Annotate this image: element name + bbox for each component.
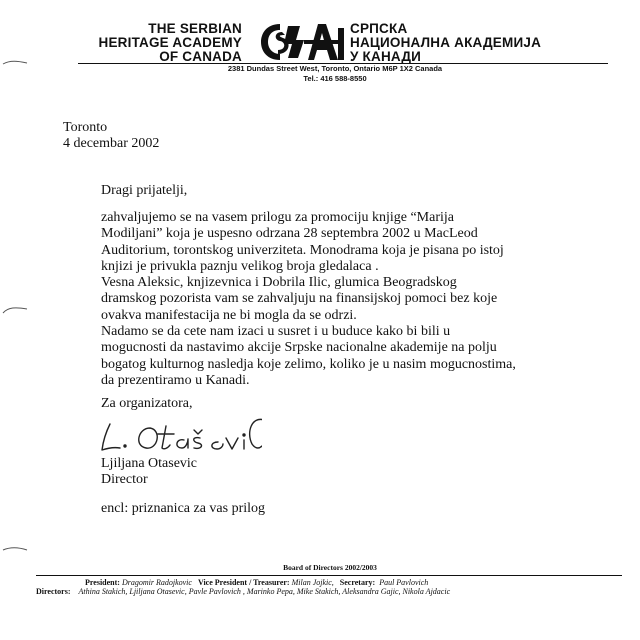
body-line: Auditorium, torontskog univerziteta. Monodrama koja je pisana po istoj	[101, 242, 504, 258]
letterhead-name-cyrillic	[350, 22, 610, 64]
letter-greeting: Dragi prijatelji,	[101, 183, 188, 198]
president-name: Dragomir Radojkovic	[121, 578, 192, 587]
footer-divider	[36, 575, 622, 576]
vp-label: Vice President / Treasurer:	[197, 578, 290, 587]
body-line: Modiljani” koja je uspesno odrzana 28 septembra 2002 u MacLeod	[101, 226, 478, 242]
letterhead-address-block	[0, 64, 640, 84]
letterhead-address: 2381 Dundas Street West, Toronto, Ontario M6P 1X2 Canada	[227, 64, 443, 73]
signer-name: Ljiljana Otasevic	[101, 456, 198, 471]
letterhead-cy-line: НАЦИОНАЛНА АКАДЕМИЈА	[350, 35, 542, 50]
letterhead-name-english	[70, 22, 242, 64]
body-line: Vesna Aleksic, knjizevnica i Dobrila Ilic, glumica Beogradskog	[101, 275, 457, 291]
body-line: mogucnosti da nastavimo akcije Srpske nacionalne akademije na polju	[101, 340, 497, 356]
letterhead-en-line: OF CANADA	[159, 49, 242, 64]
body-line: knjizi je privukla paznju velikog broja gledalaca .	[101, 258, 379, 274]
letter-date: 4 decembar 2002	[63, 136, 160, 151]
letterhead-en-line: THE SERBIAN	[148, 21, 242, 36]
scan-mark	[2, 304, 28, 316]
secretary-label: Secretary:	[339, 578, 376, 587]
letterhead-en-line: HERITAGE ACADEMY	[98, 35, 242, 50]
academy-logo	[258, 20, 348, 64]
body-line: bogatog kulturnog nasledja koje zelimo, koliko je u nasim mogucnostima,	[101, 356, 516, 372]
signer-title: Director	[101, 472, 148, 487]
letter-enclosure: encl: priznanica za vas prilog	[101, 501, 266, 516]
letterhead-cy-line: СРПСКА	[350, 21, 408, 36]
board-title: Board of Directors 2002/2003	[283, 563, 377, 572]
letterhead-phone: Tel.: 416 588-8550	[303, 74, 367, 83]
directors-line	[36, 587, 450, 597]
scan-mark	[2, 58, 28, 68]
body-line: dramskog pozorista vam se zahvaljuju na finansijskoj pomoci bez koje	[101, 291, 498, 307]
president-label: President:	[85, 578, 120, 587]
letter-closing: Za organizatora,	[101, 396, 193, 411]
letter-body	[101, 210, 516, 389]
letterhead-cy-line: У КАНАДИ	[350, 49, 422, 64]
handwritten-signature	[92, 412, 262, 460]
letter-place: Toronto	[63, 120, 108, 135]
body-line: Nadamo se da cete nam izaci u susret i u buduce kako bi bili u	[101, 324, 451, 340]
scan-mark	[2, 544, 28, 554]
vp-name: Milan Jojkic,	[291, 578, 334, 587]
body-line: da prezentiramo u Kanadi.	[101, 372, 250, 388]
body-line: ovakva manifestacija ne bi mogla da se odrzi.	[101, 307, 357, 323]
directors-names: Athina Stakich, Ljiljana Otasevic, Pavle Pavlovich , Marinko Pepa, Mike Stakich, Aleksandra Gajic, Nikola Ajdacic	[78, 587, 451, 596]
secretary-name: Paul Pavlovich	[379, 578, 429, 587]
directors-label: Directors:	[36, 587, 71, 596]
body-line: zahvaljujemo se na vasem prilogu za promociju knjige “Marija	[101, 210, 454, 225]
